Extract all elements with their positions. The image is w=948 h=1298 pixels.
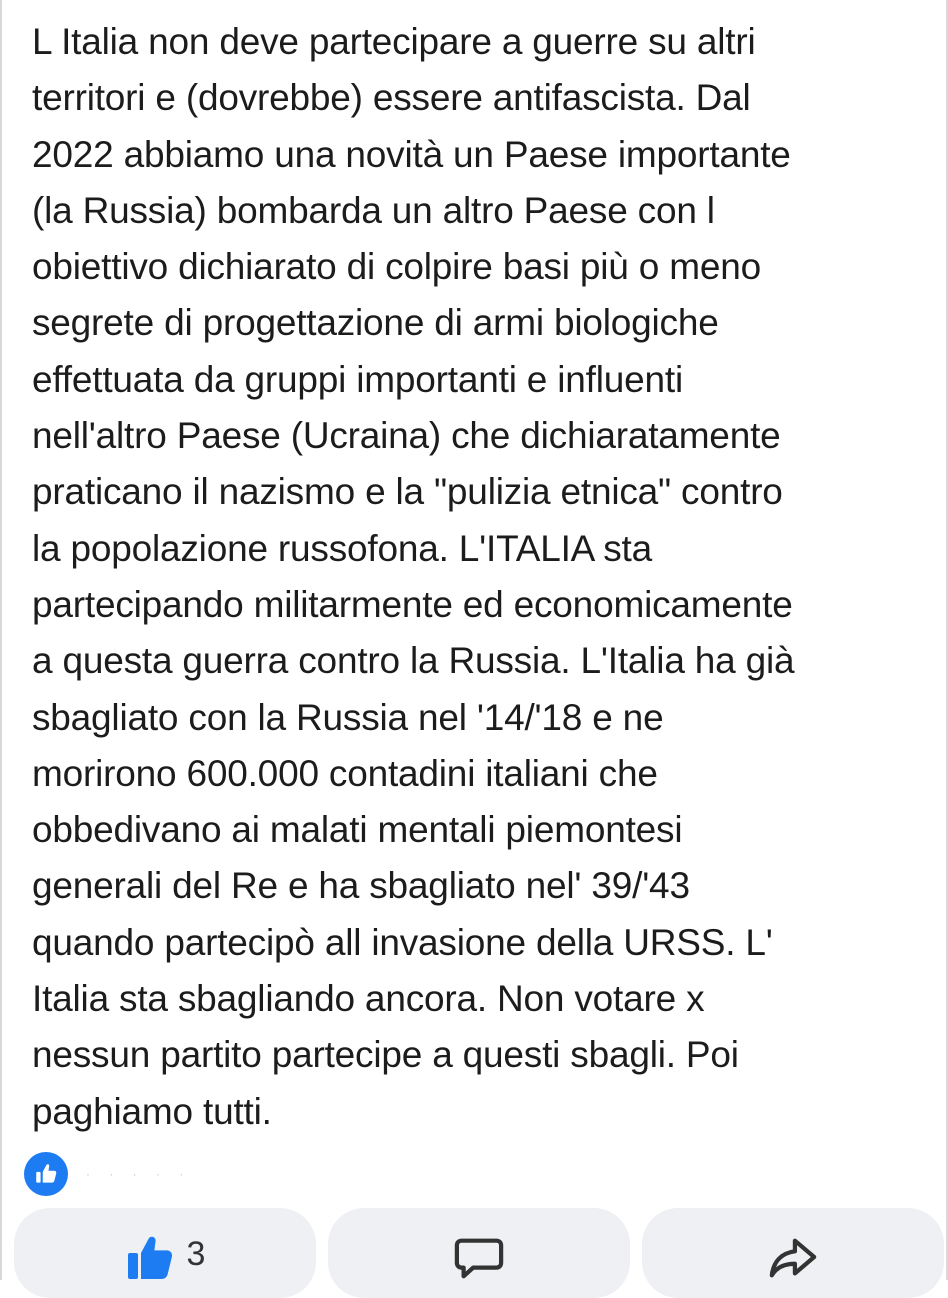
reactions-summary[interactable] xyxy=(24,1150,191,1198)
post-text-line: la popolazione russofona. L'ITALIA sta xyxy=(32,527,652,569)
like-reaction-badge xyxy=(24,1152,68,1196)
post-text-line: effettuata da gruppi importanti e influenti xyxy=(32,358,683,400)
post-text-line: territori e (dovrebbe) essere antifascista. Dal xyxy=(32,77,751,119)
post-text-line: quando partecipò all invasione della URSS. L' xyxy=(32,921,773,963)
post-text-line: (la Russia) bombarda un altro Paese con l xyxy=(32,189,715,231)
reaction-names-blurred: · · · · · xyxy=(86,1167,192,1181)
post-text xyxy=(32,14,932,1140)
comment-button[interactable] xyxy=(328,1208,630,1298)
post-text-line: obiettivo dichiarato di colpire basi più o meno xyxy=(32,246,761,288)
post-text-line: praticano il nazismo e la "pulizia etnica" contro xyxy=(32,471,783,513)
post-text-line: morirono 600.000 contadini italiani che xyxy=(32,752,658,794)
post-text-line: paghiamo tutti. xyxy=(32,1090,272,1132)
action-bar xyxy=(2,1208,948,1280)
post-text-line: nessun partito partecipe a questi sbagli. Poi xyxy=(32,1034,739,1076)
post-text-line: partecipando militarmente ed economicamente xyxy=(32,583,793,625)
post-text-line: Italia sta sbagliando ancora. Non votare x xyxy=(32,978,705,1020)
comment-icon xyxy=(454,1234,504,1282)
post-text-line: L Italia non deve partecipare a guerre su altri xyxy=(32,21,756,62)
like-icon xyxy=(33,1161,59,1187)
like-count: 3 xyxy=(186,1235,206,1273)
post-text-line: a questa guerra contro la Russia. L'Italia ha già xyxy=(32,640,795,682)
post-text-line: sbagliato con la Russia nel '14/'18 e ne xyxy=(32,696,664,738)
post-text-line: generali del Re e ha sbagliato nel' 39/'43 xyxy=(32,865,690,907)
post-text-line: 2022 abbiamo una novità un Paese importante xyxy=(32,133,791,175)
thumbs-up-icon xyxy=(125,1234,175,1282)
post-text-line: obbedivano ai malati mentali piemontesi xyxy=(32,809,683,851)
share-button[interactable] xyxy=(642,1208,944,1298)
post-text-line: nell'altro Paese (Ucraina) che dichiaratamente xyxy=(32,415,781,457)
share-icon xyxy=(768,1234,818,1282)
like-button[interactable] xyxy=(14,1208,316,1298)
post-text-line: segrete di progettazione di armi biologiche xyxy=(32,302,719,344)
